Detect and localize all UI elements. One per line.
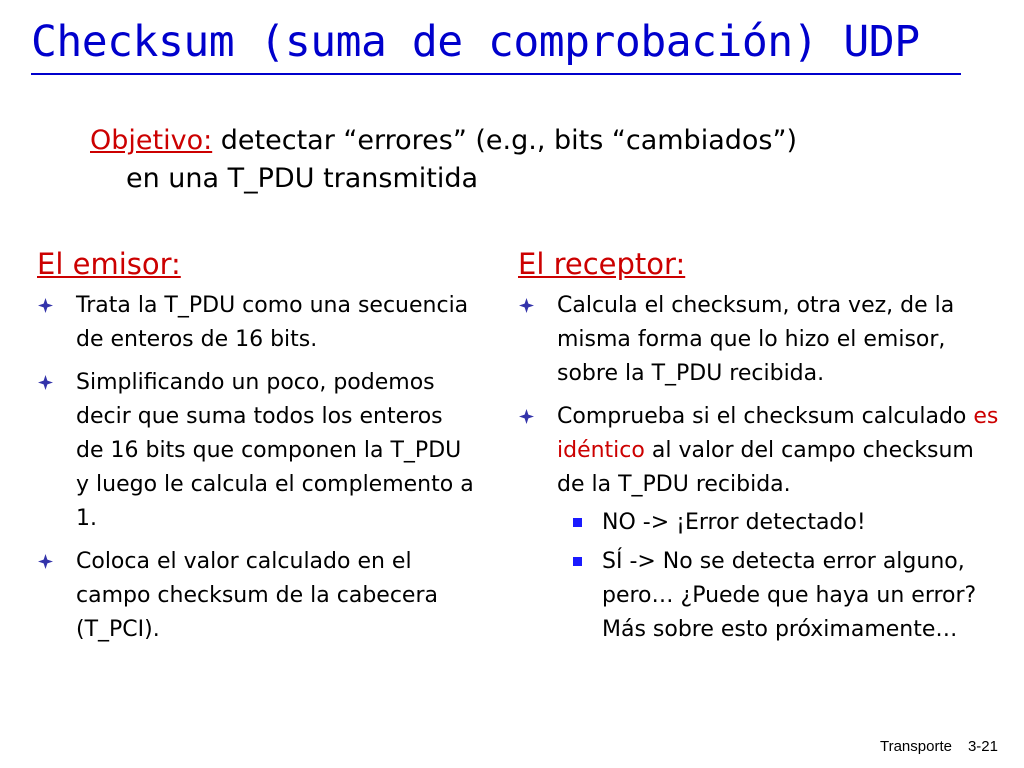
- diamond-bullet-icon: [38, 554, 53, 569]
- receiver-bullet-text-before: Comprueba si el checksum calculado: [557, 404, 974, 429]
- objective-statement: [90, 122, 990, 198]
- sender-bullet-1: [37, 289, 477, 357]
- title-underline: [31, 73, 961, 75]
- diamond-bullet-icon: [38, 298, 53, 313]
- footer-section: Transporte: [879, 738, 952, 755]
- diamond-bullet-icon: [519, 298, 534, 313]
- diamond-bullet-icon: [519, 409, 534, 424]
- sub-bullet-yes: [557, 545, 1008, 647]
- sender-bullet-text: Coloca el valor calculado en el campo checksum de la cabecera (T_PCI).: [76, 549, 438, 642]
- objective-text-line2: en una T_PDU transmitida: [126, 163, 479, 194]
- receiver-bullet-2: [518, 400, 1008, 647]
- sender-bullet-3: [37, 545, 477, 647]
- receiver-sub-list: [557, 506, 1008, 647]
- highlight-phrase: es idéntico: [557, 404, 999, 463]
- sub-bullet-text: NO -> ¡Error detectado!: [602, 510, 866, 535]
- sub-bullet-no: [557, 506, 1008, 540]
- sender-column: [37, 244, 477, 656]
- slide-title: Checksum (suma de comprobación) UDP: [31, 17, 920, 67]
- square-bullet-icon: [573, 557, 582, 566]
- slide-footer: [864, 738, 998, 755]
- square-bullet-icon: [573, 518, 582, 527]
- sender-bullet-list: [37, 289, 477, 647]
- receiver-bullet-text: Calcula el checksum, otra vez, de la misma forma que lo hizo el emisor, sobre la T_PDU recibida.: [557, 293, 955, 386]
- sub-bullet-text: SÍ -> No se detecta error alguno, pero… ¿Puede que haya un error? Más sobre esto próximamente…: [602, 549, 977, 642]
- sender-heading: El emisor:: [37, 247, 181, 281]
- sender-bullet-text: Simplificando un poco, podemos decir que suma todos los enteros de 16 bits que componen la T_PDU y luego le calcula el complemento a 1.: [76, 370, 474, 531]
- receiver-bullet-list: [518, 289, 1008, 647]
- receiver-column: [518, 244, 1008, 656]
- receiver-bullet-text-after: al valor del campo checksum de la T_PDU recibida.: [557, 438, 974, 497]
- sender-bullet-text: Trata la T_PDU como una secuencia de enteros de 16 bits.: [76, 293, 469, 352]
- diamond-bullet-icon: [38, 375, 53, 390]
- page-number: 3-21: [967, 738, 998, 755]
- objective-label: Objetivo:: [90, 125, 213, 156]
- objective-text-line1: detectar “errores” (e.g., bits “cambiados”): [212, 125, 797, 156]
- sender-bullet-2: [37, 366, 477, 536]
- receiver-heading: El receptor:: [518, 247, 686, 281]
- receiver-bullet-1: [518, 289, 1008, 391]
